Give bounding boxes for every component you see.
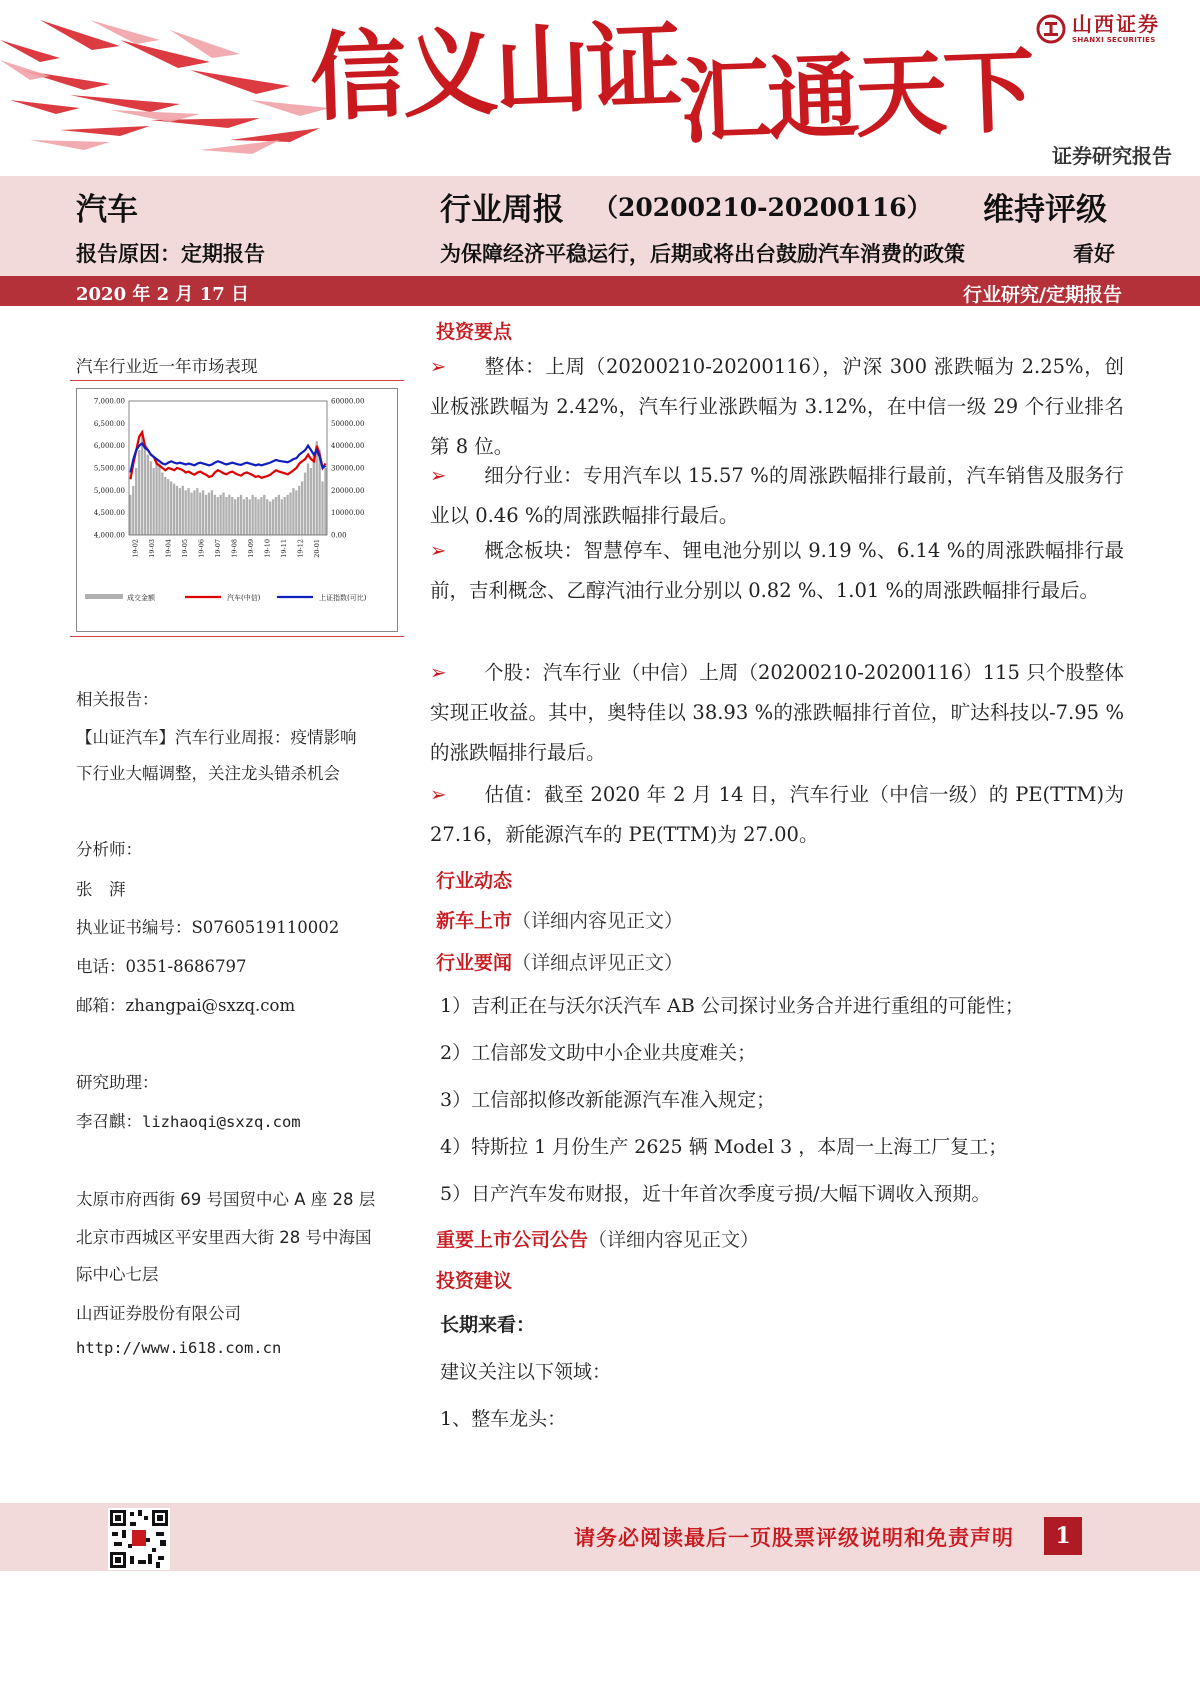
volume-bar: [286, 495, 288, 535]
volume-bar: [284, 497, 286, 535]
volume-bar: [266, 499, 268, 535]
x-axis-tick-label: 19-10: [263, 539, 272, 558]
report-kind: 行业周报: [440, 192, 564, 228]
volume-bar: [240, 495, 242, 535]
volume-bar: [272, 499, 274, 535]
phone: [76, 953, 247, 977]
volume-bar: [179, 488, 181, 535]
left-axis-tick-label: 4,500.00: [93, 509, 125, 518]
disclaimer-text: 请务必阅读最后一页股票评级说明和免责声明: [574, 1525, 1014, 1550]
logo-emblem-icon: [1036, 14, 1066, 44]
volume-bar: [196, 488, 198, 535]
volume-bar: [147, 455, 149, 535]
volume-bar: [260, 497, 262, 535]
new-car-section: [436, 906, 683, 933]
bullet-sub-industry: [430, 456, 1124, 536]
assistant-contact: [76, 1108, 301, 1132]
related-reports-label: 相关报告：: [76, 690, 159, 709]
volume-bar: [249, 499, 251, 535]
logo-english-name: SHANXI SECURITIES: [1072, 36, 1156, 44]
bullet-arrow-icon: ➢: [430, 355, 447, 378]
assistant-email-link[interactable]: lizhaoqi@sxzq.com: [142, 1113, 301, 1131]
volume-bar: [214, 495, 216, 535]
bullet-arrow-icon: ➢: [430, 661, 447, 684]
volume-bar: [199, 493, 201, 535]
rating-value: 看好: [1073, 242, 1115, 266]
volume-bar: [228, 495, 230, 535]
volume-bar: [193, 490, 195, 535]
volume-bar: [144, 446, 146, 535]
new-car-note: （详细内容见正文）: [512, 910, 684, 932]
bullet-overall-text: 整体：上周（20200210-20200116），沪深 300 涨跌幅为 2.25%，创业板涨跌幅为 2.42%，汽车行业涨跌幅为 3.12%，在中信一级 29 个行业排名第 8 位。: [430, 355, 1124, 458]
volume-bar: [254, 497, 256, 535]
volume-bar: [185, 490, 187, 535]
volume-bar: [321, 481, 323, 535]
volume-bar: [324, 468, 326, 535]
x-axis-tick-label: 19-12: [296, 539, 305, 558]
volume-bar: [281, 499, 283, 535]
right-axis-tick-label: 10000.00: [331, 509, 365, 518]
news-item: 5）日产汽车发布财报，近十年首次季度亏损/大幅下调收入预期。: [440, 1183, 991, 1205]
phone-label: 电话：: [76, 957, 126, 976]
slogan-part1: 信义山证: [308, 8, 680, 135]
chart-title: 汽车行业近一年市场表现: [76, 357, 258, 376]
volume-bar: [313, 455, 315, 535]
chart-svg: [77, 389, 397, 631]
volume-bar: [152, 468, 154, 535]
bullet-sub-industry-text: 细分行业：专用汽车以 15.57 %的周涨跌幅排行最前，汽车销售及服务行业以 0.46 %的周涨跌幅排行最后。: [430, 464, 1124, 527]
slogan: [308, 5, 1033, 157]
volume-bar: [269, 502, 271, 536]
title-band: [0, 176, 1200, 276]
chart-bottom-divider: [70, 636, 404, 637]
analyst-label: 分析师：: [76, 840, 142, 859]
email-label: 邮箱：: [76, 996, 126, 1015]
left-axis-tick-label: 6,500.00: [93, 419, 125, 428]
phone-value: 0351-8686797: [125, 957, 247, 976]
report-headline: 为保障经济平稳运行，后期或将出台鼓励汽车消费的政策: [440, 242, 965, 266]
advice-text: 建议关注以下领域：: [440, 1361, 612, 1383]
announcement-section: [436, 1225, 759, 1252]
industry-dynamics-title: 行业动态: [436, 870, 513, 892]
volume-bar: [295, 490, 297, 535]
volume-bar: [190, 493, 192, 535]
assistant-name: 李召麒：: [76, 1112, 142, 1131]
company-name: 山西证券股份有限公司: [76, 1304, 241, 1323]
volume-bar: [307, 464, 309, 535]
volume-bar: [161, 472, 163, 535]
news-item: 3）工信部拟修改新能源汽车准入规定；: [440, 1089, 776, 1111]
x-axis-tick-label: 19-03: [147, 539, 156, 558]
report-date: 2020 年 2 月 17 日: [76, 284, 250, 305]
news-title: 行业要闻: [436, 952, 513, 974]
right-axis-tick-label: 20000.00: [331, 486, 365, 495]
x-axis-tick-label: 19-09: [246, 539, 255, 558]
left-axis-tick-label: 5,000.00: [93, 486, 125, 495]
report-category: 行业研究/定期报告: [963, 284, 1122, 306]
bullet-arrow-icon: ➢: [430, 783, 447, 806]
volume-bar: [234, 499, 236, 535]
volume-bar: [225, 497, 227, 535]
header-banner: [0, 0, 1200, 176]
right-axis-tick-label: 60000.00: [331, 397, 365, 406]
volume-bar: [155, 459, 157, 535]
report-reason: 报告原因：定期报告: [76, 242, 265, 266]
volume-bar: [170, 481, 172, 535]
bullet-arrow-icon: ➢: [430, 539, 447, 562]
right-axis-tick-label: 40000.00: [331, 442, 365, 451]
qr-code-graphic: [108, 1508, 170, 1570]
bullet-stocks-text: 个股：汽车行业（中信）上周（20200210-20200116）115 只个股整体实现正收益。其中，奥特佳以 38.93 %的涨跌幅排行首位，旷达科技以-7.95 %的涨跌幅排行最后。: [430, 661, 1124, 764]
news-item: 1）吉利正在与沃尔沃汽车 AB 公司探讨业务合并进行重组的可能性；: [440, 995, 1024, 1017]
legend-label: 上证指数(可比): [319, 594, 367, 602]
volume-bar: [237, 497, 239, 535]
volume-bar: [176, 486, 178, 535]
company-logo: [1036, 14, 1160, 44]
volume-bar: [263, 495, 265, 535]
volume-bar: [211, 490, 213, 535]
market-performance-chart: [76, 388, 398, 632]
right-axis-tick-label: 50000.00: [331, 419, 365, 428]
volume-bar: [278, 495, 280, 535]
left-axis-tick-label: 7,000.00: [93, 397, 125, 406]
right-axis-tick-label: 0.00: [331, 531, 347, 540]
report-type-label: 证券研究报告: [1052, 144, 1172, 168]
legend-swatch: [85, 594, 123, 599]
bullet-concept: [430, 531, 1124, 611]
volume-bar: [251, 495, 253, 535]
chart-title-divider: [70, 380, 404, 381]
volume-bar: [202, 490, 204, 535]
date-bar: [0, 276, 1200, 306]
cert-label: 执业证书编号：: [76, 918, 192, 937]
volume-bar: [205, 495, 207, 535]
volume-bar: [138, 450, 140, 535]
page-number: 1: [1044, 1517, 1082, 1555]
volume-bar: [298, 486, 300, 535]
report-period: （20200210-20200116）: [593, 193, 932, 222]
volume-bar: [187, 488, 189, 535]
bullet-valuation: [430, 775, 1124, 855]
x-axis-tick-label: 20-01: [312, 539, 321, 558]
website-link[interactable]: http://www.i618.com.cn: [76, 1339, 282, 1357]
news-section: [436, 948, 683, 975]
left-axis-tick-label: 4,000.00: [93, 531, 125, 540]
volume-bar: [246, 497, 248, 535]
qr-code-icon[interactable]: [108, 1508, 170, 1570]
address-beijing-line2: 际中心七层: [76, 1265, 159, 1284]
investment-points-title: 投资要点: [436, 321, 513, 343]
rating-label: 维持评级: [983, 192, 1107, 228]
investment-advice-title: 投资建议: [436, 1270, 513, 1292]
volume-bar: [310, 468, 312, 535]
news-note: （详细点评见正文）: [512, 952, 684, 974]
volume-bar: [257, 499, 259, 535]
bullet-arrow-icon: ➢: [430, 464, 447, 487]
news-item: 4）特斯拉 1 月份生产 2625 辆 Model 3 ，本周一上海工厂复工；: [440, 1136, 1008, 1158]
volume-bar: [304, 472, 306, 535]
volume-bar: [164, 477, 166, 535]
address-beijing-line1: 北京市西城区平安里西大街 28 号中海国: [76, 1228, 372, 1247]
x-axis-tick-label: 19-05: [180, 539, 189, 558]
slogan-part2: 汇通天下: [677, 36, 1033, 157]
volume-bar: [231, 497, 233, 535]
bullet-valuation-text: 估值：截至 2020 年 2 月 14 日，汽车行业（中信一级）的 PE(TTM)为 27.16，新能源汽车的 PE(TTM)为 27.00。: [430, 783, 1124, 846]
volume-bar: [217, 497, 219, 535]
volume-bar: [222, 493, 224, 535]
analyst-name: 张 湃: [76, 880, 126, 899]
legend-label: 汽车(中信): [227, 594, 261, 602]
right-axis-tick-label: 30000.00: [331, 464, 365, 473]
bullet-concept-text: 概念板块：智慧停车、锂电池分别以 9.19 %、6.14 %的周涨跌幅排行最前，吉利概念、乙醇汽油行业分别以 0.82 %、1.01 %的周涨跌幅排行最后。: [430, 539, 1124, 602]
volume-bar: [150, 461, 152, 535]
volume-bar: [243, 499, 245, 535]
x-axis-tick-label: 19-06: [197, 539, 206, 558]
long-term-label: 长期来看：: [440, 1314, 536, 1336]
left-axis-tick-label: 6,000.00: [93, 442, 125, 451]
bullet-stocks: [430, 653, 1124, 773]
x-axis-tick-label: 19-08: [230, 539, 239, 558]
volume-bar: [173, 484, 175, 535]
industry-name: 汽车: [76, 192, 138, 228]
new-car-title: 新车上市: [436, 910, 513, 932]
certificate-number: [76, 914, 339, 938]
logo-name: 山西证券: [1072, 12, 1160, 36]
volume-bar: [132, 486, 134, 535]
bullet-overall: [430, 347, 1124, 467]
volume-bar: [182, 486, 184, 535]
assistant-label: 研究助理：: [76, 1073, 159, 1092]
volume-bar: [275, 497, 277, 535]
news-item: 2）工信部发文助中小企业共度难关；: [440, 1042, 757, 1064]
volume-bar: [292, 488, 294, 535]
volume-bar: [208, 493, 210, 535]
address-taiyuan: 太原市府西街 69 号国贸中心 A 座 28 层: [76, 1190, 376, 1209]
volume-bar: [141, 432, 143, 535]
volume-bar: [158, 464, 160, 535]
announcement-note: （详细内容见正文）: [588, 1229, 760, 1251]
x-axis-tick-label: 19-07: [213, 539, 222, 558]
volume-bar: [135, 468, 137, 535]
related-report-link-line1[interactable]: 【山证汽车】汽车行业周报：疫情影响: [76, 728, 357, 747]
announcement-title: 重要上市公司公告: [436, 1229, 589, 1251]
legend-label: 成交金额: [127, 594, 155, 602]
related-report-link-line2[interactable]: 下行业大幅调整，关注龙头错杀机会: [76, 764, 340, 783]
volume-bar: [129, 495, 131, 535]
left-axis-tick-label: 5,500.00: [93, 464, 125, 473]
x-axis-tick-label: 19-11: [279, 539, 288, 558]
volume-bar: [301, 481, 303, 535]
x-axis-tick-label: 19-02: [131, 539, 140, 558]
cert-value: S0760519110002: [191, 918, 340, 937]
volume-bar: [167, 479, 169, 535]
email-link[interactable]: zhangpai@sxzq.com: [125, 996, 296, 1015]
advice-item-1: 1、整车龙头：: [440, 1408, 567, 1430]
volume-bar: [219, 495, 221, 535]
volume-bar: [289, 493, 291, 535]
x-axis-tick-label: 19-04: [164, 539, 173, 558]
email: [76, 992, 295, 1016]
